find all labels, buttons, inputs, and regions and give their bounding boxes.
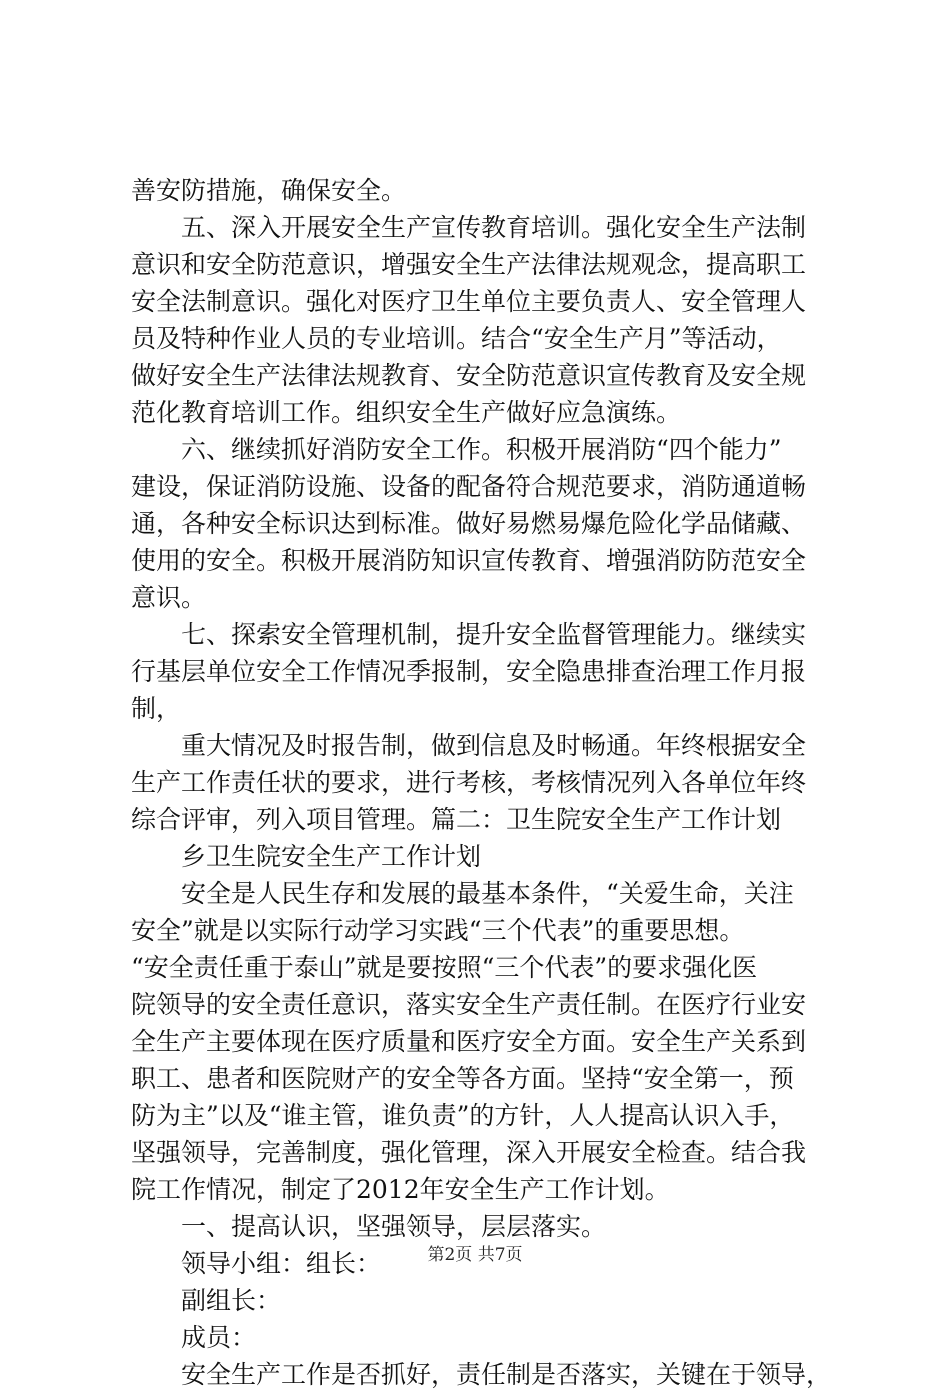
text-line: 意识。 xyxy=(131,583,207,612)
text-line: 通，各种安全标识达到标准。做好易燃易爆危险化学品储藏、 xyxy=(131,509,807,538)
text-line: 意识和安全防范意识，增强安全生产法律法规观念，提高职工 xyxy=(131,250,807,279)
document-body xyxy=(131,172,831,1393)
text-line: 综合评审，列入项目管理。篇二：卫生院安全生产工作计划 xyxy=(131,805,782,834)
text-line: 五、深入开展安全生产宣传教育培训。强化安全生产法制 xyxy=(181,213,807,242)
text-line: 副组长： xyxy=(181,1286,282,1315)
text-line: 防为主”以及“谁主管，谁负责”的方针，人人提高认识入手， xyxy=(131,1101,795,1130)
text-line: 生产工作责任状的要求，进行考核，考核情况列入各单位年终 xyxy=(131,768,807,797)
text-line: 行基层单位安全工作情况季报制，安全隐患排查治理工作月报 xyxy=(131,657,807,686)
text-line: 全生产主要体现在医疗质量和医疗安全方面。安全生产关系到 xyxy=(131,1027,807,1056)
page-number-footer: 第2页 共7页 xyxy=(427,1245,523,1265)
text-line: “安全责任重于泰山”就是要按照“三个代表”的要求强化医 xyxy=(131,953,758,982)
text-line: 安全是人民生存和发展的最基本条件，“关爱生命，关注 xyxy=(181,879,794,908)
text-line: 善安防措施，确保安全。 xyxy=(131,176,407,205)
text-line: 建设，保证消防设施、设备的配备符合规范要求，消防通道畅 xyxy=(131,472,807,501)
text-line: 院工作情况，制定了2012年安全生产工作计划。 xyxy=(131,1175,670,1204)
text-line: 七、探索安全管理机制，提升安全监督管理能力。继续实 xyxy=(181,620,807,649)
text-line: 做好安全生产法律法规教育、安全防范意识宣传教育及安全规 xyxy=(131,361,807,390)
text-line: 重大情况及时报告制，做到信息及时畅通。年终根据安全 xyxy=(181,731,807,760)
text-line: 坚强领导，完善制度，强化管理，深入开展安全检查。结合我 xyxy=(131,1138,807,1167)
text-line: 员及特种作业人员的专业培训。结合“安全生产月”等活动， xyxy=(131,324,782,353)
text-line: 院领导的安全责任意识，落实安全生产责任制。在医疗行业安 xyxy=(131,990,807,1019)
text-line: 制， xyxy=(131,694,182,723)
section-heading: 乡卫生院安全生产工作计划 xyxy=(181,842,482,871)
text-line: 安全生产工作是否抓好，责任制是否落实，关键在于领导， xyxy=(181,1360,832,1389)
text-line: 成员： xyxy=(181,1323,257,1352)
text-line: 安全”就是以实际行动学习实践“三个代表”的重要思想。 xyxy=(131,916,745,945)
text-line: 职工、患者和医院财产的安全等各方面。坚持“安全第一，预 xyxy=(131,1064,794,1093)
text-line: 一、提高认识，坚强领导，层层落实。 xyxy=(181,1212,607,1241)
text-line: 六、继续抓好消防安全工作。积极开展消防“四个能力” xyxy=(181,435,782,464)
text-line: 领导小组：组长： xyxy=(181,1249,382,1278)
text-line: 使用的安全。积极开展消防知识宣传教育、增强消防防范安全 xyxy=(131,546,807,575)
text-line: 范化教育培训工作。组织安全生产做好应急演练。 xyxy=(131,398,682,427)
text-line: 安全法制意识。强化对医疗卫生单位主要负责人、安全管理人 xyxy=(131,287,807,316)
